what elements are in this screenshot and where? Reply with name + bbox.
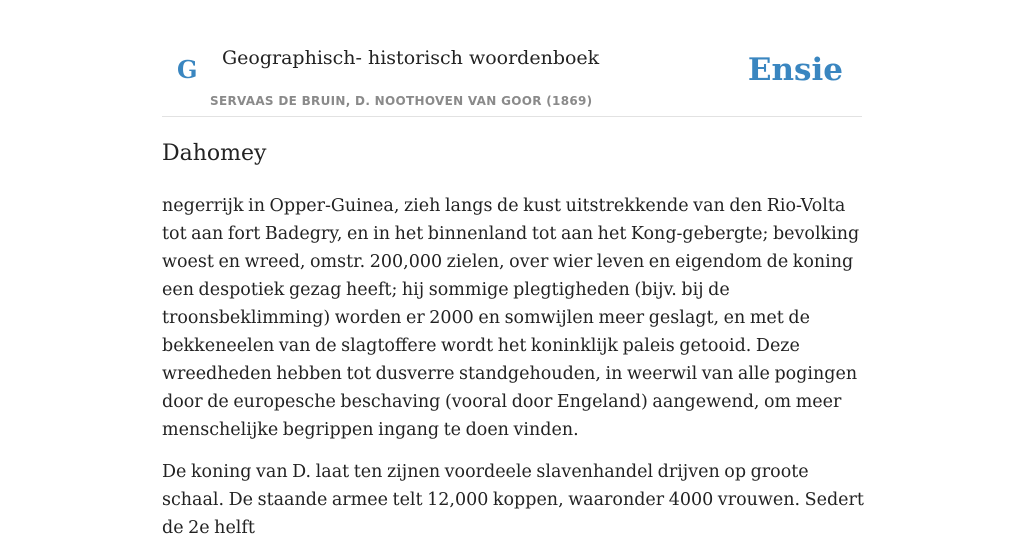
book-author: SERVAAS DE BRUIN, D. NOOTHOVEN VAN GOOR (1869)	[210, 94, 593, 108]
entry-title: Dahomey	[162, 141, 267, 166]
ensie-logo[interactable]: Ensie	[747, 52, 843, 88]
book-title[interactable]: Geographisch- historisch woordenboek	[222, 47, 600, 69]
book-letter-icon[interactable]: G	[177, 55, 198, 84]
book-header	[162, 0, 862, 117]
page	[162, 0, 864, 538]
entry-body	[162, 192, 867, 556]
entry-paragraph: negerrijk in Opper-Guinea, zieh langs de kust uitstrekkende van den Rio-Volta tot aan fort Badegry, en in het binnenland tot aan het Kong-gebergte; bevolking woest en wreed, omstr. 200,000 zielen, over wier leven en eigendom de koning een despotiek gezag heeft; hij sommige plegtigheden (bijv. bij de troonsbeklimming) worden er 2000 en somwijlen meer geslagt, en met de bekkeneelen van de slagtoffere wordt het koninklijk paleis getooid. Deze wreedheden hebben tot dusverre standgehouden, in weerwil van alle pogingen door de europesche beschaving (vooral door Engeland) aangewend, om meer menschelijke begrippen ingang te doen vinden.	[162, 196, 860, 440]
entry-paragraph: De koning van D. laat ten zijnen voordeele slavenhandel drijven op groote schaal. De staande armee telt 12,000 koppen, waaronder 4000 vrouwen. Sedert de 2e helft	[162, 462, 864, 538]
